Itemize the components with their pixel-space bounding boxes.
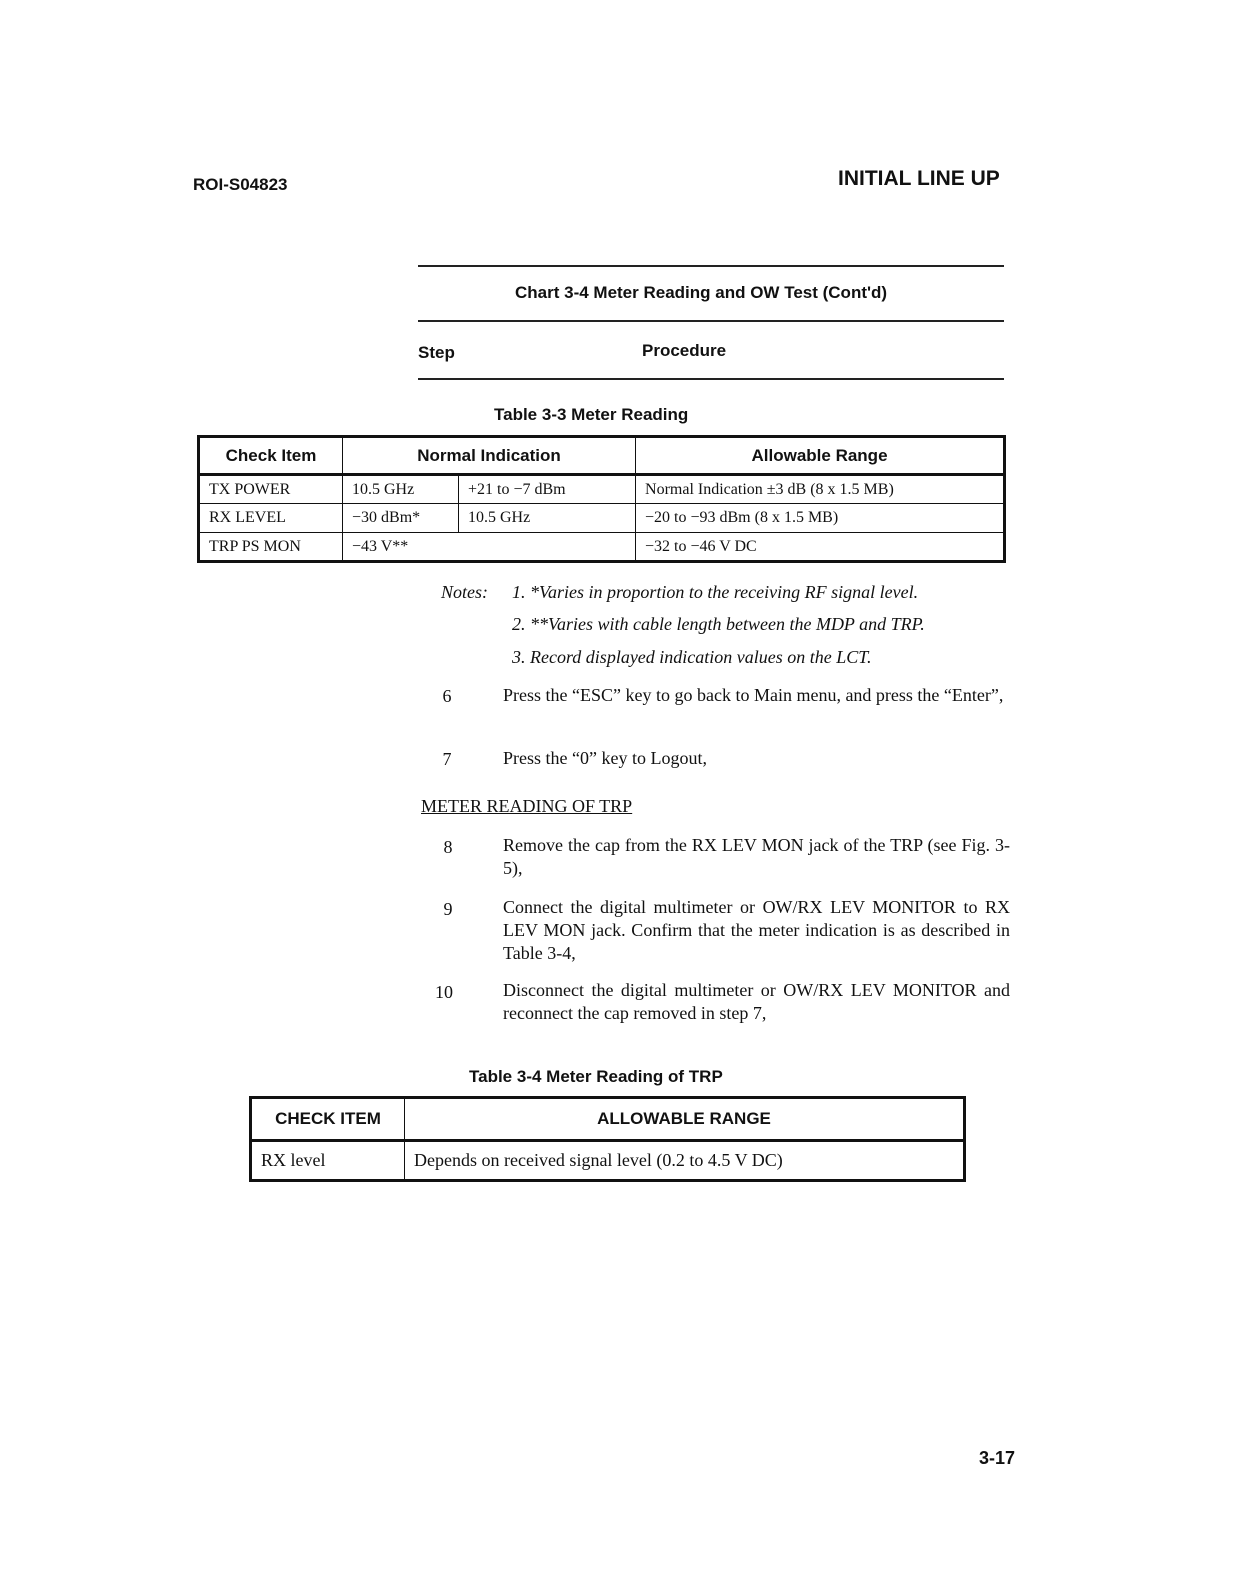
cell-check-item: TX POWER <box>199 475 343 504</box>
rule-middle <box>418 320 1004 322</box>
step-number: 10 <box>435 982 453 1002</box>
step-number: 7 <box>442 749 452 769</box>
column-header-step: Step <box>418 343 455 362</box>
cell-check-item: RX level <box>251 1141 405 1181</box>
header-normal-indication: Normal Indication <box>343 437 636 475</box>
cell-indication-1: −30 dBm* <box>343 504 459 533</box>
cell-range: −20 to −93 dBm (8 x 1.5 MB) <box>636 504 1005 533</box>
cell-range: −32 to −46 V DC <box>636 533 1005 562</box>
step-text: Connect the digital multimeter or OW/RX LEV MONITOR to RX LEV MON jack. Confirm that the meter indication is as described in Table 3-4, <box>503 897 1010 963</box>
table-row <box>199 533 1005 562</box>
step-text: Disconnect the digital multimeter or OW/RX LEV MONITOR and reconnect the cap removed in step 7, <box>503 980 1010 1023</box>
document-code: ROI-S04823 <box>193 175 288 194</box>
table-row <box>199 504 1005 533</box>
rule-bottom <box>418 378 1004 380</box>
cell-indication-2: 10.5 GHz <box>459 504 636 533</box>
table-3-3-caption: Table 3-3 Meter Reading <box>494 405 689 424</box>
chart-title: Chart 3-4 Meter Reading and OW Test (Cont'd) <box>515 283 888 302</box>
note-item: 3. Record displayed indication values on the LCT. <box>512 647 872 667</box>
section-title: INITIAL LINE UP <box>838 167 1000 190</box>
step-text: Press the “0” key to Logout, <box>503 748 707 768</box>
page-number: 3-17 <box>979 1448 1016 1468</box>
table-header-row <box>199 437 1005 475</box>
cell-indication-1: 10.5 GHz <box>343 475 459 504</box>
table-meter-reading <box>197 435 1006 563</box>
table-header-row <box>251 1098 965 1141</box>
step-text: Press the “ESC” key to go back to Main menu, and press the “Enter”, <box>503 685 1004 705</box>
cell-indication-2: +21 to −7 dBm <box>459 475 636 504</box>
header-allowable-range: Allowable Range <box>636 437 1005 475</box>
cell-check-item: TRP PS MON <box>199 533 343 562</box>
section-heading-meter-reading-trp: METER READING OF TRP <box>421 796 633 816</box>
step-number: 8 <box>443 837 453 857</box>
table-meter-reading-trp <box>249 1096 966 1182</box>
note-item: 2. **Varies with cable length between the MDP and TRP. <box>512 614 925 634</box>
rule-top <box>418 265 1004 267</box>
header-check-item: Check Item <box>199 437 343 475</box>
step-number: 9 <box>443 899 453 919</box>
header-check-item: CHECK ITEM <box>251 1098 405 1141</box>
cell-range: Depends on received signal level (0.2 to 4.5 V DC) <box>405 1141 965 1181</box>
step-number: 6 <box>442 686 452 706</box>
table-row <box>251 1141 965 1181</box>
column-header-procedure: Procedure <box>642 341 727 360</box>
table-3-4-caption: Table 3-4 Meter Reading of TRP <box>469 1067 723 1086</box>
cell-range: Normal Indication ±3 dB (8 x 1.5 MB) <box>636 475 1005 504</box>
table-row <box>199 475 1005 504</box>
cell-check-item: RX LEVEL <box>199 504 343 533</box>
notes-label: Notes: <box>441 582 488 602</box>
note-item: 1. *Varies in proportion to the receiving RF signal level. <box>512 582 919 602</box>
cell-indication: −43 V** <box>343 533 636 562</box>
header-allowable-range: ALLOWABLE RANGE <box>405 1098 965 1141</box>
step-text: Remove the cap from the RX LEV MON jack of the TRP (see Fig. 3-5), <box>503 835 1010 878</box>
